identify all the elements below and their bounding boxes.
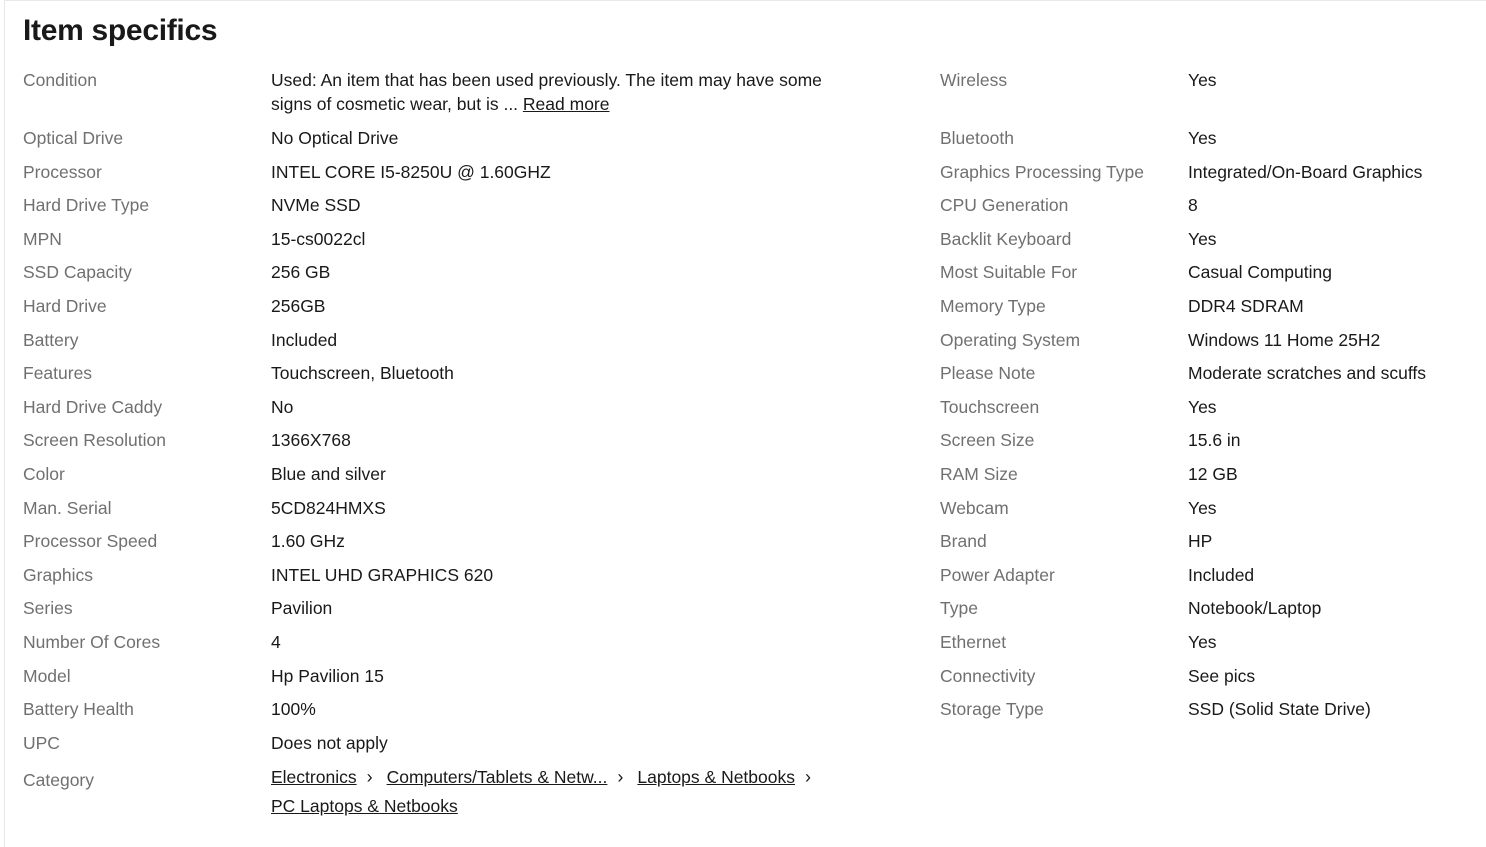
spec-label: Features xyxy=(23,363,93,384)
chevron-right-icon: › xyxy=(805,767,811,788)
spec-row xyxy=(940,461,1480,495)
spec-label: Battery xyxy=(23,329,79,350)
spec-label: Power Adapter xyxy=(940,564,1055,585)
spec-label: Please Note xyxy=(940,363,1036,384)
spec-row xyxy=(23,495,873,529)
breadcrumb-computers-tablets[interactable]: Computers/Tablets & Netw... xyxy=(386,767,608,788)
spec-row xyxy=(940,696,1480,730)
spec-row xyxy=(940,327,1480,361)
spec-label: CPU Generation xyxy=(940,195,1069,216)
spec-label: Type xyxy=(940,598,978,619)
spec-value: Yes xyxy=(1188,128,1217,148)
spec-label: Touchscreen xyxy=(940,396,1040,417)
spec-label: Connectivity xyxy=(940,665,1036,686)
spec-row xyxy=(23,226,873,260)
spec-value: 256 GB xyxy=(271,262,331,283)
spec-value: Blue and silver xyxy=(271,463,386,484)
breadcrumb-electronics[interactable]: Electronics xyxy=(271,767,357,788)
spec-value: Pavilion xyxy=(271,598,333,619)
breadcrumb-pc-laptops-netbooks[interactable]: PC Laptops & Netbooks xyxy=(271,796,458,817)
spec-label: Man. Serial xyxy=(23,497,112,518)
spec-row xyxy=(940,394,1480,428)
spec-label: Wireless xyxy=(940,70,1008,90)
spec-label: Brand xyxy=(940,531,987,552)
spec-value: 12 GB xyxy=(1188,463,1238,484)
spec-row xyxy=(23,159,873,193)
spec-value: 15-cs0022cl xyxy=(271,228,366,249)
spec-label: Processor Speed xyxy=(23,531,158,552)
spec-row-condition xyxy=(23,67,873,125)
spec-value: No Optical Drive xyxy=(271,128,399,148)
spec-label: Condition xyxy=(23,70,97,90)
spec-row xyxy=(23,730,873,764)
spec-row xyxy=(23,360,873,394)
spec-row xyxy=(23,696,873,730)
spec-value: 1.60 GHz xyxy=(271,531,345,552)
spec-row xyxy=(940,427,1480,461)
spec-value: Moderate scratches and scuffs xyxy=(1188,363,1426,384)
spec-label: Memory Type xyxy=(940,295,1046,316)
spec-value: Included xyxy=(1188,564,1255,585)
spec-value: Integrated/On-Board Graphics xyxy=(1188,161,1423,182)
spec-label: SSD Capacity xyxy=(23,262,132,283)
spec-label: Optical Drive xyxy=(23,128,124,148)
spec-row-category xyxy=(23,763,873,823)
spec-row xyxy=(23,595,873,629)
spec-row xyxy=(940,293,1480,327)
spec-label: Ethernet xyxy=(940,631,1007,652)
spec-value: No xyxy=(271,396,294,417)
spec-label: Storage Type xyxy=(940,699,1044,720)
spec-row xyxy=(940,67,1480,125)
spec-row xyxy=(940,159,1480,193)
spec-row xyxy=(23,327,873,361)
spec-row xyxy=(940,562,1480,596)
spec-label: RAM Size xyxy=(940,463,1018,484)
spec-row xyxy=(940,663,1480,697)
spec-row xyxy=(940,528,1480,562)
spec-value: Yes xyxy=(1188,396,1217,417)
section-title: Item specifics xyxy=(23,14,218,47)
spec-label: Processor xyxy=(23,161,102,182)
breadcrumb-laptops-netbooks[interactable]: Laptops & Netbooks xyxy=(637,767,795,788)
spec-label: Bluetooth xyxy=(940,128,1014,148)
right-spec-list xyxy=(940,67,1480,730)
spec-label: Hard Drive Type xyxy=(23,195,150,216)
spec-value: 5CD824HMXS xyxy=(271,497,386,518)
spec-value: 1366X768 xyxy=(271,430,351,451)
spec-value: Yes xyxy=(1188,70,1217,90)
spec-label: Operating System xyxy=(940,329,1081,350)
spec-label: Battery Health xyxy=(23,699,134,720)
spec-value: Casual Computing xyxy=(1188,262,1332,283)
spec-value: Included xyxy=(271,329,338,350)
spec-label: Hard Drive xyxy=(23,295,107,316)
spec-label: Hard Drive Caddy xyxy=(23,396,163,417)
item-specifics-section xyxy=(4,0,1486,847)
spec-row xyxy=(23,192,873,226)
spec-value: Does not apply xyxy=(271,732,388,753)
spec-label: Graphics xyxy=(23,564,94,585)
spec-value: HP xyxy=(1188,531,1213,552)
condition-text: Used: An item that has been used previously. The item may have some signs of cosmetic wear, but is ... xyxy=(271,70,822,114)
spec-row xyxy=(940,495,1480,529)
spec-value: Windows 11 Home 25H2 xyxy=(1188,329,1381,350)
spec-value: Yes xyxy=(1188,497,1217,518)
spec-row xyxy=(940,360,1480,394)
spec-value: Touchscreen, Bluetooth xyxy=(271,363,454,384)
spec-label: Model xyxy=(23,665,71,686)
spec-value: Notebook/Laptop xyxy=(1188,598,1322,619)
spec-row xyxy=(23,663,873,697)
specifics-left-column xyxy=(23,67,873,823)
category-breadcrumb xyxy=(271,763,871,821)
spec-label: MPN xyxy=(23,228,62,249)
spec-row xyxy=(23,259,873,293)
spec-label: Screen Size xyxy=(940,430,1035,451)
spec-row xyxy=(940,629,1480,663)
spec-value: NVMe SSD xyxy=(271,195,361,216)
spec-label: UPC xyxy=(23,732,60,753)
spec-label: Category xyxy=(23,770,95,791)
spec-value: See pics xyxy=(1188,665,1256,686)
spec-row xyxy=(23,461,873,495)
spec-row xyxy=(23,125,873,159)
chevron-right-icon: › xyxy=(617,767,624,788)
spec-label: Color xyxy=(23,463,65,484)
spec-value: INTEL CORE I5-8250U @ 1.60GHZ xyxy=(271,161,551,182)
spec-row xyxy=(940,192,1480,226)
left-spec-list xyxy=(23,125,873,763)
spec-row xyxy=(23,293,873,327)
spec-label: Backlit Keyboard xyxy=(940,228,1072,249)
spec-value: DDR4 SDRAM xyxy=(1188,295,1304,316)
spec-label: Number Of Cores xyxy=(23,631,161,652)
spec-row xyxy=(940,125,1480,159)
spec-value: Hp Pavilion 15 xyxy=(271,665,384,686)
spec-value: Yes xyxy=(1188,228,1217,249)
specifics-right-column xyxy=(940,67,1480,730)
read-more-link[interactable]: Read more xyxy=(522,94,610,114)
spec-value: INTEL UHD GRAPHICS 620 xyxy=(271,564,494,585)
spec-row xyxy=(23,629,873,663)
spec-row xyxy=(23,394,873,428)
chevron-right-icon: › xyxy=(366,767,373,788)
spec-label: Screen Resolution xyxy=(23,430,166,451)
spec-value xyxy=(271,68,846,116)
spec-value: 4 xyxy=(271,631,281,652)
spec-value: 256GB xyxy=(271,295,326,316)
spec-value: 15.6 in xyxy=(1188,430,1241,451)
spec-label: Graphics Processing Type xyxy=(940,161,1144,182)
spec-row xyxy=(23,427,873,461)
spec-label: Webcam xyxy=(940,497,1009,518)
spec-value: 8 xyxy=(1188,195,1198,216)
spec-row xyxy=(940,595,1480,629)
spec-row xyxy=(940,259,1480,293)
spec-label: Most Suitable For xyxy=(940,262,1078,283)
spec-row xyxy=(23,528,873,562)
spec-row xyxy=(23,562,873,596)
spec-label: Series xyxy=(23,598,73,619)
spec-row xyxy=(940,226,1480,260)
spec-value: 100% xyxy=(271,699,316,720)
spec-value: SSD (Solid State Drive) xyxy=(1188,699,1371,720)
spec-value: Yes xyxy=(1188,631,1217,652)
